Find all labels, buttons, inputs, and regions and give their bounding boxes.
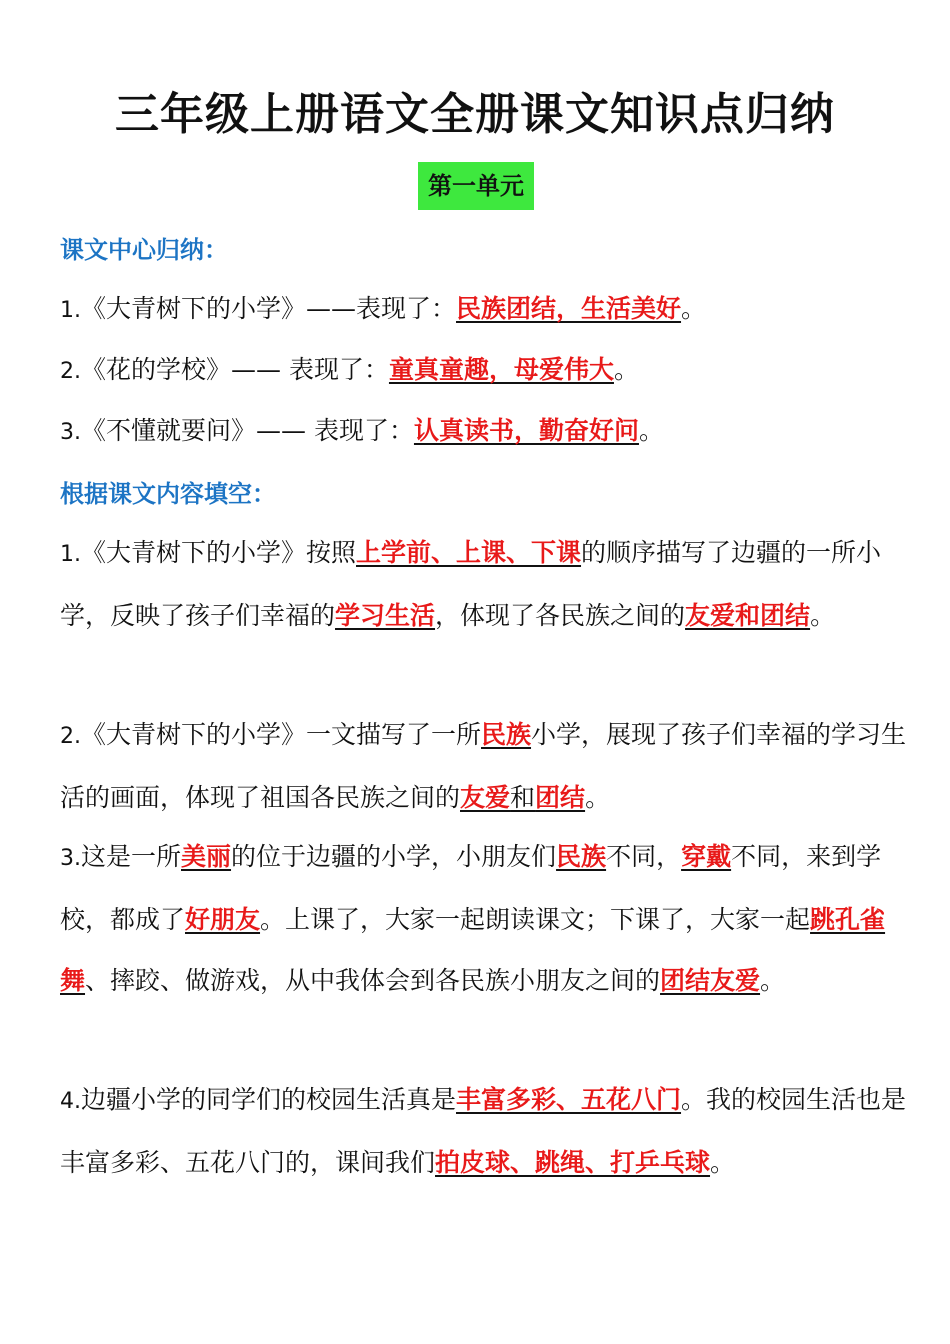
item-number: 3. [60,420,81,445]
text-segment: 。上课了，大家一起朗读课文；下课了，大家一起 [260,905,811,934]
answer-text: 上学前、上课、下课 [356,538,582,567]
answer-text: 童真童趣，母爱伟大 [388,355,614,384]
text-segment: 的顺序描写了边疆的一所小学，反映了孩子们幸福的 [60,538,882,630]
answer-text: 民族团结，生活美好 [456,294,682,323]
fill-paragraph-1 [60,522,910,646]
item-end: 。 [613,355,639,384]
item-end: 。 [638,416,664,445]
item-number: 4. [60,1089,81,1114]
answer-text: 友爱和团结 [685,601,811,630]
item-text: 《不懂就要问》—— 表现了： [81,416,414,445]
text-segment: 《大青树下的小学》按照 [81,538,357,567]
fill-paragraph-2 [60,704,910,828]
document-title: 三年级上册语文全册课文知识点归纳 [115,89,835,140]
answer-text: 学习生活 [335,601,436,630]
text-segment: 《大青树下的小学》一文描写了一所 [81,720,482,749]
text-segment: 不同， [606,842,682,871]
answer-text: 民族 [556,842,607,871]
center-item-1 [60,278,910,341]
answer-text: 好朋友 [185,905,261,934]
answer-text: 民族 [481,720,532,749]
text-segment: 。 [710,1148,736,1177]
fill-paragraph-3 [60,826,910,1011]
unit-label: 第一单元 [418,162,534,210]
text-segment: ，体现了各民族之间的 [435,601,686,630]
answer-text: 美丽 [181,842,232,871]
answer-text: 团结友爱 [660,966,761,995]
fill-paragraph-4 [60,1069,910,1193]
item-number: 1. [60,542,81,567]
answer-text: 拍皮球、跳绳、打乒乓球 [435,1148,711,1177]
center-item-2 [60,339,910,402]
center-item-3 [60,400,910,463]
answer-text: 认真读书，勤奋好问 [413,416,639,445]
text-segment: 。 [810,601,836,630]
text-segment: 。 [585,783,611,812]
answer-text: 穿戴 [681,842,732,871]
answer-text: 友爱 [460,783,511,812]
section-heading-center: 课文中心归纳： [60,236,228,264]
item-number: 1. [60,298,81,323]
answer-text: 团结 [535,783,586,812]
text-segment: 和 [510,783,536,812]
item-number: 2. [60,359,81,384]
text-segment: 这是一所 [81,842,182,871]
item-number: 3. [60,846,81,871]
text-segment: 小学，展现了孩子们幸福的学习生活的画面，体现了祖国各民族之间的 [60,720,907,812]
item-text: 《花的学校》—— 表现了： [81,355,389,384]
answer-text: 跳孔雀舞 [60,905,886,995]
text-segment: 边疆小学的同学们的校园生活真是 [81,1085,457,1114]
text-segment: 的位于边疆的小学，小朋友们 [231,842,557,871]
text-segment: 、摔跤、做游戏，从中我体会到各民族小朋友之间的 [85,966,661,995]
section-heading-fill: 根据课文内容填空： [60,480,276,508]
item-number: 2. [60,724,81,749]
text-segment: 。 [760,966,786,995]
text-segment: 。我的校园生活也是丰富多彩、五花八门的，课间我们 [60,1085,907,1177]
item-end: 。 [681,294,707,323]
answer-text: 丰富多彩、五花八门 [456,1085,682,1114]
item-text: 《大青树下的小学》——表现了： [81,294,457,323]
text-segment: 不同，来到学校，都成了 [60,842,882,934]
